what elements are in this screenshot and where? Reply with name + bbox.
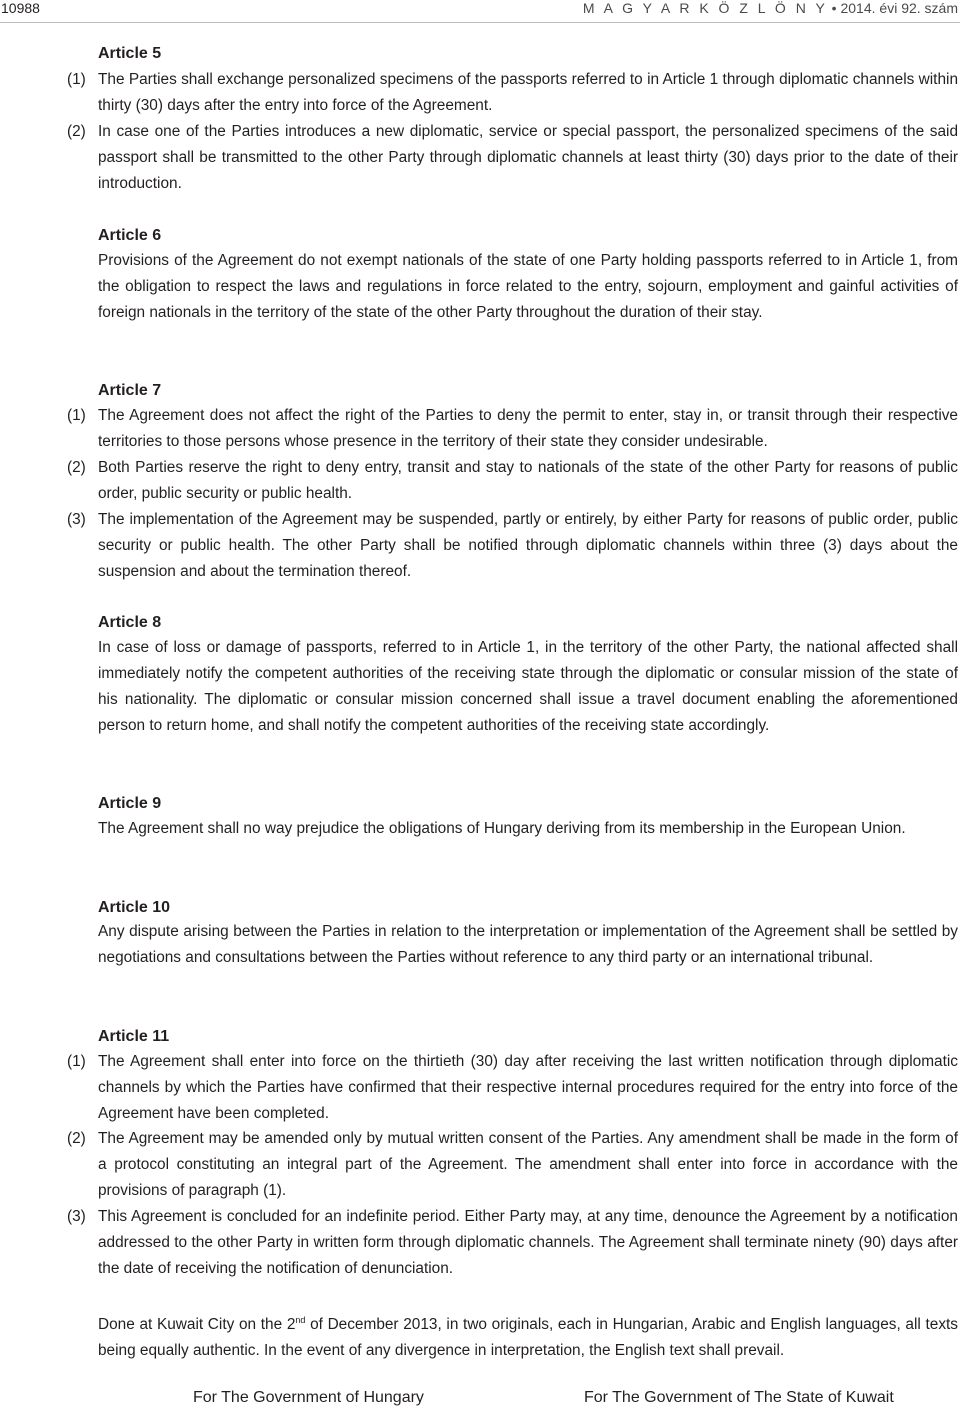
article-5-title: Article 5 [98, 45, 162, 62]
article-9-paragraph: The Agreement shall no way prejudice the obligations of Hungary deriving from its membership in the European Union. [98, 820, 906, 837]
running-head [583, 0, 958, 16]
paragraph-number: (1) [67, 1053, 86, 1070]
article-7-paragraph-2: Both Parties reserve the right to deny entry, transit and stay to nationals of the state of the other Party for reasons of public order, public security or public health. [98, 459, 958, 502]
article-5-paragraph-1: The Parties shall exchange personalized specimens of the passports referred to in Article 1 through diplomatic channels within thirty (30) days after the entry into force of the Agreement. [98, 71, 958, 114]
article-9-title: Article 9 [98, 795, 162, 812]
paragraph-number: (3) [67, 511, 86, 528]
paragraph-number: (3) [67, 1208, 86, 1225]
closing-statement [98, 1307, 958, 1364]
paragraph-number: (2) [67, 459, 86, 476]
article-5-paragraph-2: In case one of the Parties introduces a new diplomatic, service or special passport, the personalized specimens of the said passport shall be transmitted to the other Party through diplomatic channels at least thirty (30) days prior to the date of their introduction. [98, 123, 958, 192]
article-11-title: Article 11 [98, 1028, 170, 1045]
article-11-paragraph-1: The Agreement shall enter into force on the thirtieth (30) day after receiving the last written notification through diplomatic channels by which the Parties have confirmed that their respective internal procedures required for the entry into force of the Agreement have been completed. [98, 1053, 958, 1122]
article-10-title: Article 10 [98, 899, 171, 916]
article-8-title: Article 8 [98, 614, 162, 631]
paragraph-number: (2) [67, 123, 86, 140]
article-7-paragraph-1: The Agreement does not affect the right of the Parties to deny the permit to enter, stay in, or transit through their respective territories to those persons whose presence in the territory of their state they consider undesirable. [98, 407, 958, 450]
article-11-paragraph-2: The Agreement may be amended only by mutual written consent of the Parties. Any amendment shall be made in the form of a protocol constituting an integral part of the Agreement. The amendment shall enter into force in accordance with the provisions of paragraph (1). [98, 1130, 958, 1199]
article-7-title: Article 7 [98, 382, 162, 399]
signature-hungary: For The Government of Hungary [193, 1389, 424, 1406]
page-header [0, 0, 960, 16]
header-rule [0, 22, 960, 23]
article-10-paragraph: Any dispute arising between the Parties in relation to the interpretation or implementation of the Agreement shall be settled by negotiations and consultations between the Parties without reference to any third party or an international tribunal. [98, 923, 958, 966]
article-11-paragraph-3: This Agreement is concluded for an indefinite period. Either Party may, at any time, denounce the Agreement by a notification addressed to the other Party in written form through diplomatic channels. The Agreement shall terminate ninety (90) days after the date of receiving the notification of denunciation. [98, 1208, 958, 1277]
ordinal-superscript: nd [295, 1315, 306, 1325]
paragraph-number: (1) [67, 71, 86, 88]
issue-info: • 2014. évi 92. szám [827, 0, 958, 16]
journal-title: M A G Y A R K Ö Z L Ö N Y [582, 0, 828, 16]
article-8-paragraph: In case of loss or damage of passports, referred to in Article 1, in the territory of the other Party, the national affected shall immediately notify the competent authorities of the receiving state through the diplomatic or consular mission of the state of his nationality. The diplomatic or consular mission concerned shall issue a travel document enabling the aforementioned person to return home, and shall notify the competent authorities of the receiving state accordingly. [98, 639, 958, 734]
paragraph-number: (2) [67, 1130, 86, 1147]
paragraph-number: (1) [67, 407, 86, 424]
article-7-paragraph-3: The implementation of the Agreement may be suspended, partly or entirely, by either Party for reasons of public order, public security or public health. The other Party shall be notified through diplomatic channels within three (3) days about the suspension and about the termination thereof. [98, 511, 958, 580]
article-6-title: Article 6 [98, 227, 162, 244]
closing-text-start: Done at Kuwait City on the 2 [98, 1316, 296, 1333]
article-6-paragraph: Provisions of the Agreement do not exempt nationals of the state of one Party holding passports referred to in Article 1, from the obligation to respect the laws and regulations in force related to the entry, sojourn, employment and gainful activities of foreign nationals in the territory of the state of the other Party throughout the duration of their stay. [98, 252, 958, 321]
closing-text-end: of December 2013, in two originals, each in Hungarian, Arabic and English languages, all texts being equally authentic. In the event of any divergence in interpretation, the English text shall prevail. [98, 1316, 958, 1359]
page-number: 10988 [1, 0, 40, 16]
signature-kuwait: For The Government of The State of Kuwait [584, 1389, 894, 1406]
